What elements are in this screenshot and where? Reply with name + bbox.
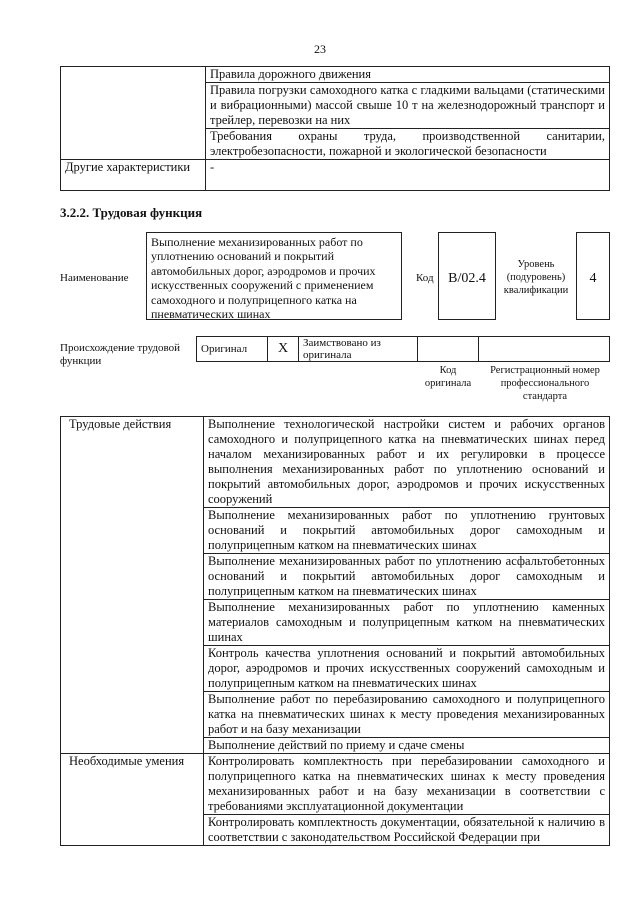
table-cell: Правила дорожного движения: [206, 67, 610, 83]
table-cell: Выполнение работ по перебазированию самоходного и полуприцепного катка на пневматических шинах к месту проведения механизированных работ и на базу механизации: [204, 692, 610, 738]
borrowed-label: Заимствовано из оригинала: [299, 337, 418, 362]
page-number: 23: [314, 42, 326, 56]
page-bottom-margin: [60, 862, 640, 905]
table-cell: Выполнение механизированных работ по уплотнению асфальтобетонных оснований и покрытий автомобильных дорог самоходным и полуприцепным катком на пневматических шинах: [204, 554, 610, 600]
table-row: [197, 337, 610, 362]
level-value: 4: [576, 232, 610, 320]
table-row: [61, 160, 610, 191]
origin-label: Происхождение трудовой функции: [60, 342, 181, 367]
level-label: Уровень (подуровень) квалификации: [503, 259, 569, 296]
top-table: [60, 66, 610, 191]
table-row: [61, 417, 610, 508]
table-cell: Контролировать комплектность при перебазировании самоходного и полуприцепного катка на пневматических шинах к месту проведения механизированных работ и на базу механизации в соответствии с требованиями эксплуатационной документации: [204, 754, 610, 815]
table-cell: Выполнение технологической настройки систем и рабочих органов самоходного и полуприцепного катка на пневматических шинах перед началом механизированных работ и их регулировки в процессе выполнения механизированных работ по уплотнению оснований и покрытий автомобильных дорог, аэродромов и прочих искусственных сооружений: [204, 417, 610, 508]
code-value: B/02.4: [438, 232, 496, 320]
table-row: [61, 67, 610, 83]
origin-code-caption: Код оригинала: [424, 365, 472, 389]
labor-actions-label: Трудовые действия: [61, 417, 204, 754]
origin-code-cell: [418, 337, 479, 362]
original-label: Оригинал: [197, 337, 268, 362]
name-label: Наименование: [60, 272, 129, 284]
function-name: Выполнение механизированных работ по уплотнению оснований и покрытий автомобильных дорог, аэродромов и прочих искусственных сооружений с применением самоходного и полуприцепного катка на пневматических шинах: [146, 232, 402, 320]
origin-table: [196, 336, 610, 362]
table-cell: -: [206, 160, 610, 191]
skills-label: Необходимые умения: [61, 754, 204, 846]
table-cell: Правила погрузки самоходного катка с гладкими вальцами (статическими и вибрационными) массой свыше 10 т на железнодорожный транспорт и трейлер, перевозки на них: [206, 83, 610, 129]
table-cell: Контроль качества уплотнения оснований и покрытий автомобильных дорог, аэродромов и прочих искусственных сооружений самоходным и полуприцепным катком на пневматических шинах: [204, 646, 610, 692]
row-label: Другие характеристики: [61, 160, 206, 191]
main-table: [60, 416, 610, 846]
reg-number-cell: [479, 337, 610, 362]
row-label: [61, 67, 206, 160]
original-mark: X: [268, 337, 299, 362]
code-label: Код: [416, 272, 434, 284]
table-cell: Требования охраны труда, производственной санитарии, электробезопасности, пожарной и экологической безопасности: [206, 129, 610, 160]
table-cell: Выполнение действий по приему и сдаче смены: [204, 738, 610, 754]
reg-number-caption: Регистрационный номер профессионального стандарта: [490, 365, 600, 402]
table-row: [61, 754, 610, 815]
table-cell: Выполнение механизированных работ по уплотнению каменных материалов самоходным и полуприцепным катком на пневматических шинах: [204, 600, 610, 646]
section-heading: 3.2.2. Трудовая функция: [60, 205, 203, 220]
table-cell: Выполнение механизированных работ по уплотнению грунтовых оснований и покрытий автомобильных дорог самоходным и полуприцепным катком на пневматических шинах: [204, 508, 610, 554]
table-cell: Контролировать комплектность документации, обязательной к наличию в соответствии с законодательством Российской Федерации при: [204, 815, 610, 846]
